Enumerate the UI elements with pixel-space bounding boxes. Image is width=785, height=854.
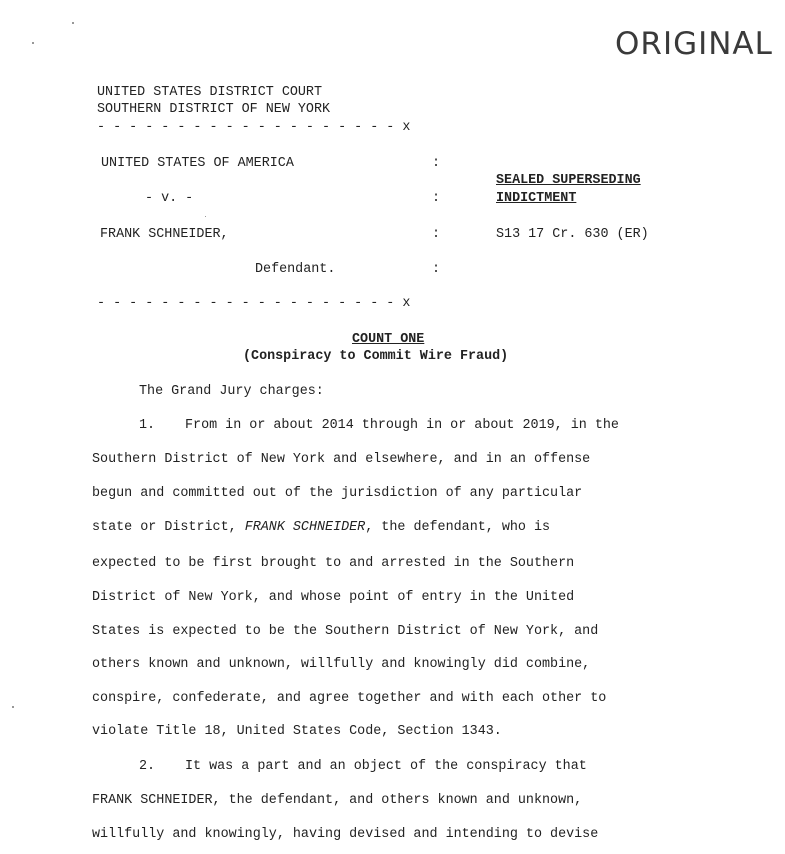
paragraph-2-number: 2. [139,759,156,774]
paragraph-1-line: Southern District of New York and elsewhere, and in an offense [92,452,591,467]
paragraph-1-line: others known and unknown, willfully and knowingly did combine, [92,657,591,672]
paragraph-1-line: violate Title 18, United States Code, Section 1343. [92,724,502,739]
paragraph-1-number: 1. [139,418,156,433]
grand-jury-intro: The Grand Jury charges: [139,384,324,399]
caption-defendant-role: Defendant. [255,262,336,277]
count-heading: COUNT ONE [352,332,425,347]
caption-separator-top: - - - - - - - - - - - - - - - - - - - x [97,120,411,135]
caption-colon: : [432,191,441,206]
paragraph-1-line: begun and committed out of the jurisdiction of any particular [92,486,583,501]
paragraph-2-line: willfully and knowingly, having devised and intending to devise [92,827,599,842]
caption-separator-bottom: - - - - - - - - - - - - - - - - - - - x [97,296,411,311]
paragraph-2-line: It was a part and an object of the conspiracy that [185,759,587,774]
original-stamp: ORIGINAL [615,26,773,62]
case-number: S13 17 Cr. 630 (ER) [496,227,649,242]
court-name-line1: UNITED STATES DISTRICT COURT [97,85,322,100]
paragraph-1-line [92,519,550,536]
paragraph-1-line: conspire, confederate, and agree together and with each other to [92,691,607,706]
paragraph-1-line4-head: state or District, [92,520,245,535]
paragraph-1-line: District of New York, and whose point of entry in the United [92,590,575,605]
caption-colon: : [432,227,441,242]
scan-speck [205,216,206,217]
paragraph-1-line: States is expected to be the Southern District of New York, and [92,624,599,639]
caption-colon: : [432,262,441,277]
count-subheading: (Conspiracy to Commit Wire Fraud) [243,349,509,364]
scan-speck [72,22,74,24]
paragraph-2-line: FRANK SCHNEIDER, the defendant, and others known and unknown, [92,793,583,808]
paragraph-1-line: expected to be first brought to and arrested in the Southern [92,556,575,571]
paragraph-1-line: From in or about 2014 through in or about 2019, in the [185,418,619,433]
scan-speck [32,42,34,44]
court-name-line2: SOUTHERN DISTRICT OF NEW YORK [97,102,331,117]
caption-versus: - v. - [145,191,194,206]
document-title-line2: INDICTMENT [496,191,577,206]
caption-defendant-name: FRANK SCHNEIDER, [100,227,229,242]
defendant-name-italic: FRANK SCHNEIDER [244,520,366,535]
document-title-line1: SEALED SUPERSEDING [496,173,641,188]
paragraph-1-line4-tail: , the defendant, who is [365,520,551,535]
scan-speck [12,706,14,708]
caption-plaintiff: UNITED STATES OF AMERICA [101,156,294,171]
caption-colon: : [432,156,441,171]
